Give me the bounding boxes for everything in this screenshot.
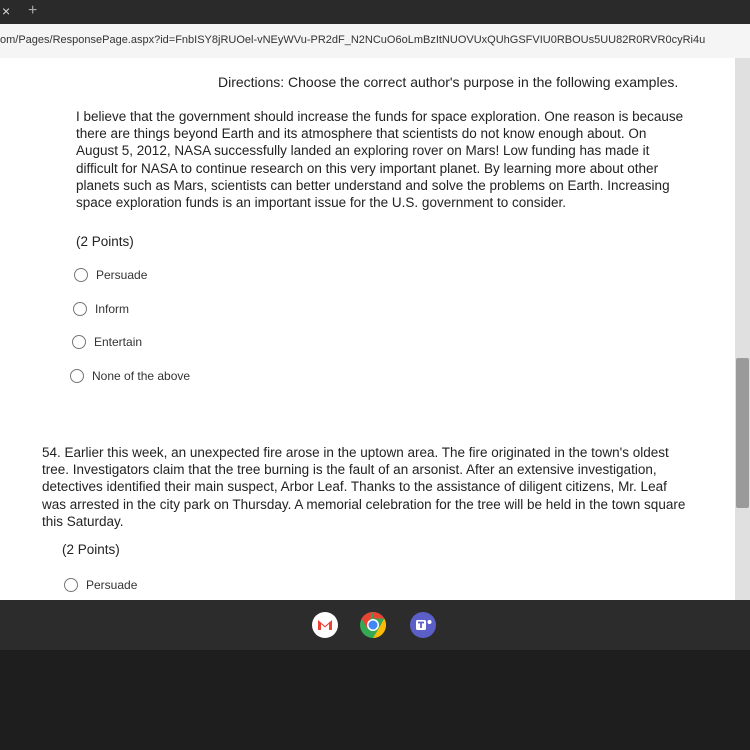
- option-label: Persuade: [96, 268, 148, 282]
- option-persuade[interactable]: [74, 268, 147, 282]
- option-label: None of the above: [92, 369, 191, 383]
- gmail-icon[interactable]: [312, 612, 338, 638]
- scrollbar[interactable]: [735, 58, 750, 600]
- radio-icon[interactable]: [72, 335, 86, 349]
- radio-icon[interactable]: [70, 369, 84, 383]
- teams-icon[interactable]: [410, 612, 436, 638]
- new-tab-icon[interactable]: +: [28, 2, 38, 19]
- option-persuade-q2[interactable]: [64, 578, 137, 592]
- question-2-text: [42, 444, 692, 530]
- chrome-icon[interactable]: [360, 612, 386, 638]
- question-2-body: Earlier this week, an unexpected fire arose in the uptown area. The fire originated in the town's oldest tree. Investigators claim that the tree burning is the fault of an arsonist. After an extensive investigation, detectives identified their main suspect, Arbor Leaf. Thanks to the assistance of diligent citizens, Mr. Leaf was arrested in the city park on Thursday. A memorial celebration for the tree will be held in the town square this Saturday.: [42, 445, 686, 529]
- question-2-number: 54.: [42, 445, 61, 460]
- radio-icon[interactable]: [74, 268, 88, 282]
- tab-close-icon[interactable]: ×: [2, 3, 11, 19]
- scrollbar-thumb[interactable]: [736, 358, 749, 508]
- question-2-points: (2 Points): [62, 542, 120, 557]
- address-bar[interactable]: [0, 24, 750, 59]
- directions-text: Directions: Choose the correct author's purpose in the following examples.: [218, 74, 679, 90]
- option-entertain[interactable]: [72, 335, 142, 349]
- option-label: Inform: [95, 302, 130, 316]
- radio-icon[interactable]: [73, 302, 87, 316]
- monitor-bezel: [0, 650, 750, 750]
- url-text[interactable]: om/Pages/ResponsePage.aspx?id=FnbISY8jRUOel-vNEyWVu-PR2dF_N2NCuO6oLmBzItNUOVUxQUhGSFVIU0RBOUs5UU82R0RVR0cyRi4u: [0, 34, 706, 46]
- question-1-points: (2 Points): [76, 234, 134, 249]
- option-label: Entertain: [94, 335, 143, 349]
- browser-tab-bar: [0, 0, 750, 24]
- radio-icon[interactable]: [64, 578, 78, 592]
- option-none-of-the-above[interactable]: [70, 369, 190, 383]
- form-page: [0, 58, 735, 600]
- option-label: Persuade: [86, 578, 138, 592]
- question-1-text: I believe that the government should increase the funds for space exploration. One reason is because there are things beyond Earth and its atmosphere that scientists do not know enough about. On August 5, 2012, NASA successfully landed an exploring rover on Mars! Low funding has made it difficult for NASA to continue research on this very important planet. By learning more about other planets such as Mars, scientists can better understand and solve the problems on Earth. Increasing space exploration funds is an important issue for the U.S. government to consider.: [76, 109, 684, 211]
- option-inform[interactable]: [73, 302, 129, 316]
